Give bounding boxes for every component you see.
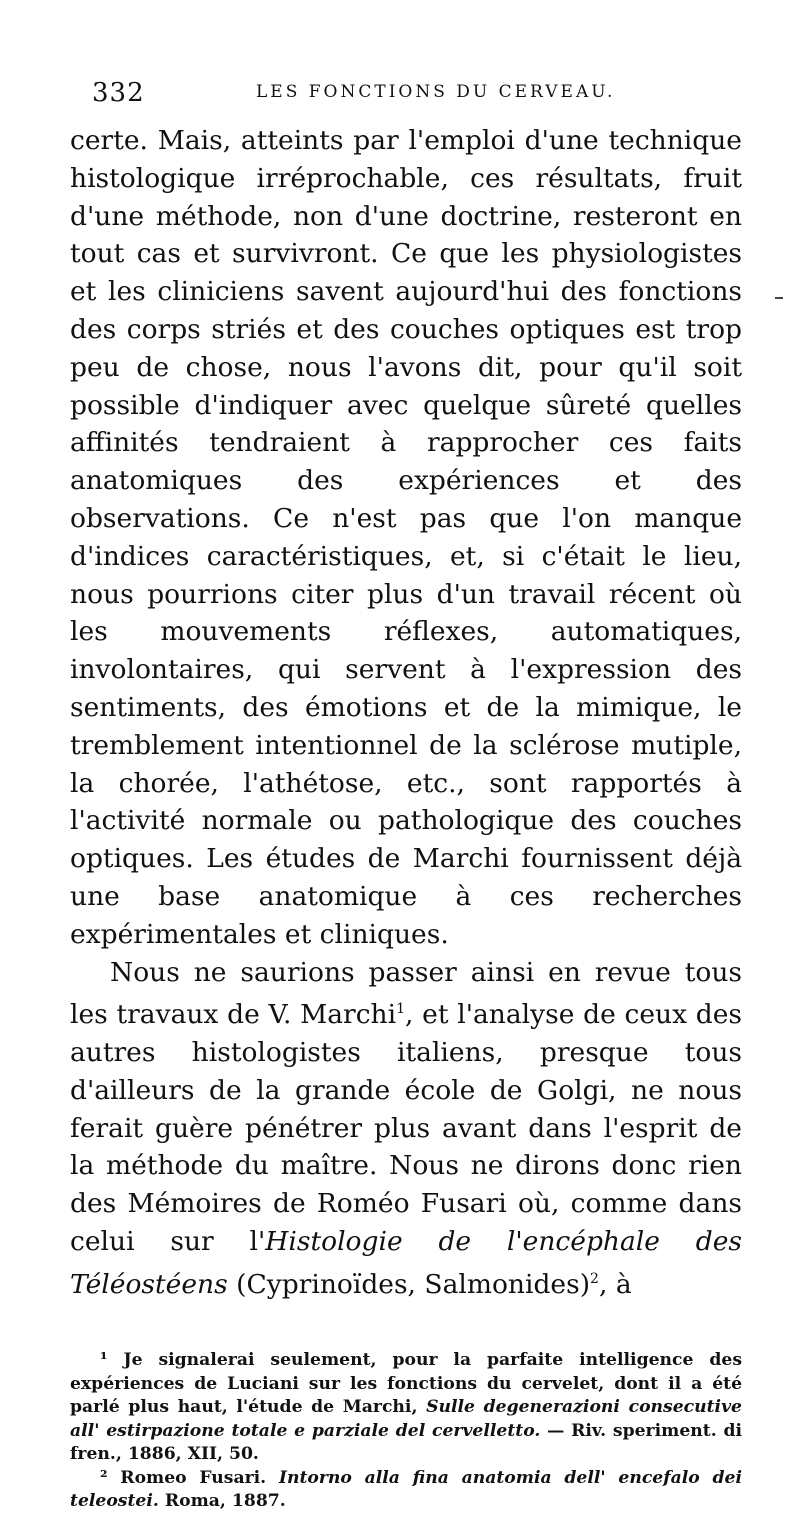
book-page	[70, 78, 742, 1514]
footnote-2-part-b: Roma, 1887.	[158, 1491, 286, 1512]
footnote-1-part-b: — Riv. speriment. di fren., 1886, XII, 50.	[70, 1420, 742, 1465]
paragraph-2-part-a: Nous ne saurions passer ainsi en revue tous les travaux de V. Marchi	[70, 956, 742, 1031]
paragraph-1: certe. Mais, atteints par l'emploi d'une technique histologique irréprochable, ces résultats, fruit d'une méthode, non d'une doctrine, resteront en tout cas et survivront. Ce que les physiologistes et les cliniciens savent aujourd'hui des fonctions des corps striés et des couches optiques est trop peu de chose, nous l'avons dit, pour qu'il soit possible d'indiquer avec quelque sûreté quelles affinités tendraient à rapprocher ces faits anatomiques des expériences et des observations. Ce n'est pas que l'on manque d'indices caractéristiques, et, si c'était le lieu, nous pourrions citer plus d'un travail récent où les mouvements réflexes, automatiques, involontaires, qui servent à l'expression des sentiments, des émotions et de la mimique, le tremblement intentionnel de la sclérose mutiple, la chorée, l'athétose, etc., sont rapportés à l'activité normale ou pathologique des couches optiques. Les études de Marchi fournissent déjà une base anatomique à ces recherches expérimentales et cliniques.	[70, 125, 742, 950]
paragraph-2-part-c: (Cyprinoïdes, Salmonides)	[227, 1268, 591, 1300]
footnote-1	[70, 1349, 742, 1467]
footnote-ref-2: 2	[590, 1270, 599, 1287]
paragraph-2	[70, 954, 742, 1304]
page-header	[70, 78, 742, 122]
running-title: LES FONCTIONS DU CERVEAU.	[256, 82, 616, 102]
margin-mark	[775, 297, 783, 299]
footnotes	[70, 1349, 742, 1514]
paragraph-2-part-b: , et l'analyse de ceux des autres histologistes italiens, presque tous d'ailleurs de la grande école de Golgi, ne nous ferait guère pénétrer plus avant dans l'esprit de la méthode du maître. Nous ne dirons donc rien des Mémoires de Roméo Fusari où, comme dans celui sur l'	[70, 999, 742, 1257]
footnote-ref-1: 1	[396, 1001, 406, 1018]
paragraph-2-italic-title: Histologie de l'encéphale des Téléostéens	[70, 1225, 742, 1300]
footnote-1-italic: Sulle degenerazioni consecutive all' estirpazione totale e parziale del cervelletto.	[70, 1397, 742, 1441]
footnote-2	[70, 1467, 742, 1514]
page-number: 332	[92, 78, 145, 108]
footnote-1-part-a: ¹ Je signalerai seulement, pour la parfaite intelligence des expériences de Luciani sur les fonctions du cervelet, dont il a été parlé plus haut, l'étude de Marchi,	[70, 1350, 742, 1418]
footnote-2-part-a: ² Romeo Fusari.	[100, 1467, 279, 1488]
paragraph-2-part-d: , à	[598, 1268, 632, 1300]
main-text	[70, 122, 742, 1303]
footnote-2-italic: Intorno alla fina anatomia dell' encefalo dei teleostei.	[70, 1467, 742, 1512]
